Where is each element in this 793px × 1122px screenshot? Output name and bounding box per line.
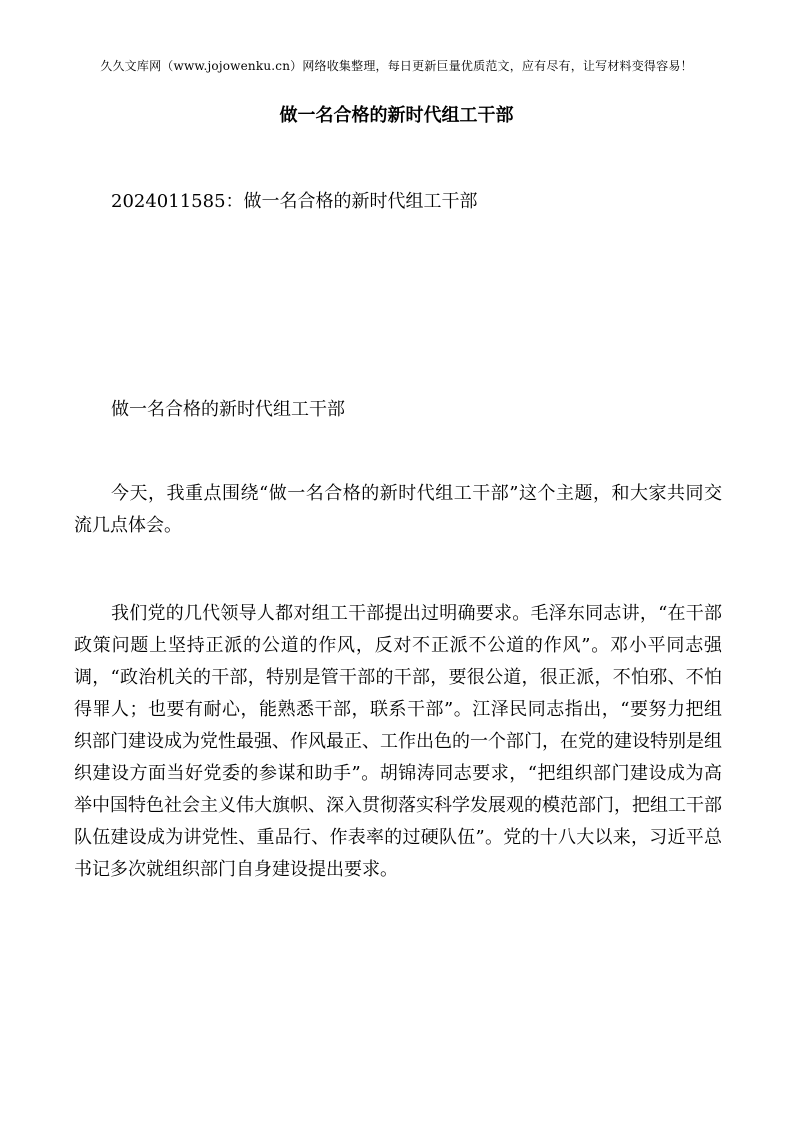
document-subtitle: 做一名合格的新时代组工干部 — [111, 399, 345, 420]
page-header-note: 久久文库网（www.jojowenku.cn）网络收集整理，每日更新巨量优质范文，应有尽有，让写材料变得容易！ — [100, 59, 693, 73]
document-title: 做一名合格的新时代组工干部 — [279, 105, 514, 126]
intro-paragraph: 今天，我重点围绕“做一名合格的新时代组工干部”这个主题，和大家共同交流几点体会。 — [74, 483, 722, 536]
document-code-line: 2024011585：做一名合格的新时代组工干部 — [111, 191, 478, 212]
body-paragraph: 我们党的几代领导人都对组工干部提出过明确要求。毛泽东同志讲，“在干部政策问题上坚持正派的公道的作风，反对不正派不公道的作风”。邓小平同志强调，“政治机关的干部，特别是管干部的干部，要很公道，很正派，不怕邪、不怕得罪人；也要有耐心，能熟悉干部，联系干部”。江泽民同志指出，“要努力把组织部门建设成为党性最强、作风最正、工作出色的一个部门，在党的建设特别是组织建设方面当好党委的参谋和助手”。胡锦涛同志要求，“把组织部门建设成为高举中国特色社会主义伟大旗帜、深入贯彻落实科学发展观的模范部门，把组工干部队伍建设成为讲党性、重品行、作表率的过硬队伍”。党的十八大以来，习近平总书记多次就组织部门自身建设提出要求。 — [74, 603, 722, 880]
